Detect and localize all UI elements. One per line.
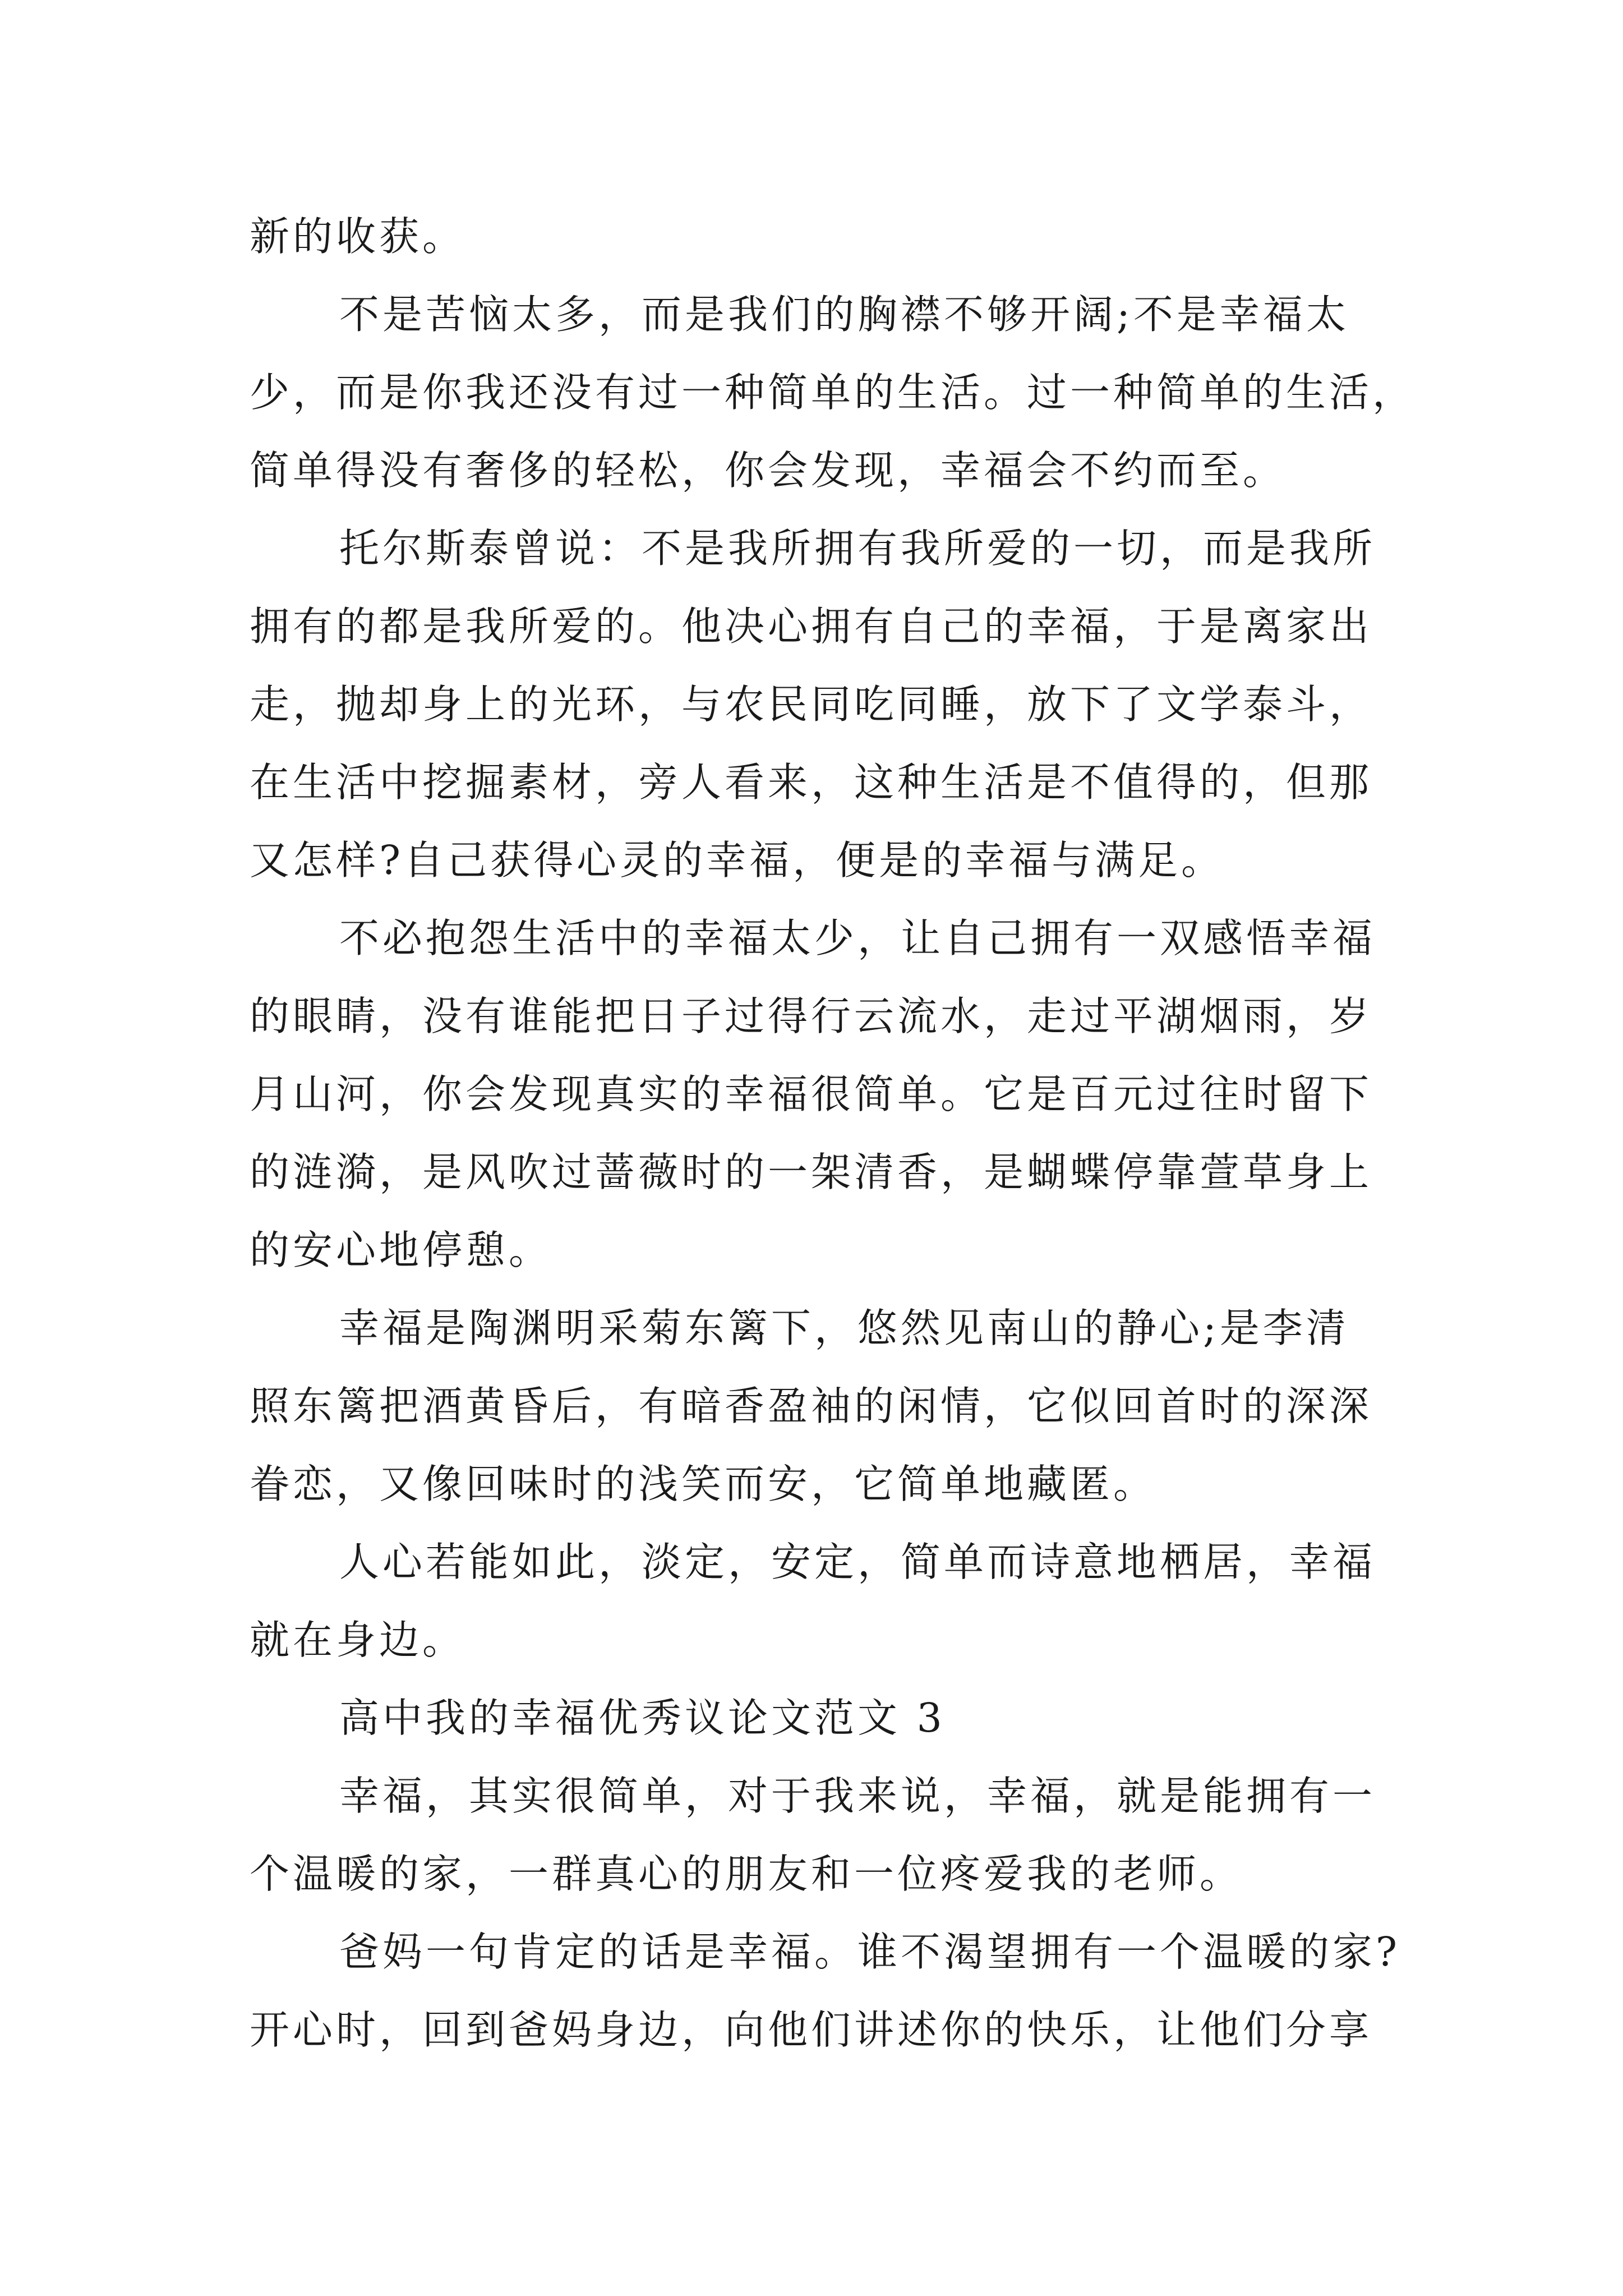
- text-line: 眷恋，又像回味时的浅笑而安，它简单地藏匿。: [250, 1461, 1157, 1507]
- section-heading: 高中我的幸福优秀议论文范文 3: [339, 1695, 946, 1741]
- text-line: 就在身边。: [250, 1617, 466, 1663]
- text-line: 在生活中挖掘素材，旁人看来，这种生活是不值得的，但那: [250, 759, 1373, 806]
- text-line: 托尔斯泰曾说：不是我所拥有我所爱的一切，而是我所: [339, 525, 1376, 572]
- text-line: 爸妈一句肯定的话是幸福。谁不渴望拥有一个温暖的家?: [339, 1929, 1401, 1975]
- text-line: 走，抛却身上的光环，与农民同吃同睡，放下了文学泰斗，: [250, 681, 1373, 728]
- text-line: 简单得没有奢侈的轻松，你会发现，幸福会不约而至。: [250, 447, 1287, 494]
- text-line: 开心时，回到爸妈身边，向他们讲述你的快乐，让他们分享: [250, 2007, 1373, 2053]
- text-line: 又怎样?自己获得心灵的幸福，便是的幸福与满足。: [250, 837, 1225, 884]
- text-line: 不必抱怨生活中的幸福太少，让自己拥有一双感悟幸福: [339, 915, 1376, 961]
- text-line: 幸福，其实很简单，对于我来说，幸福，就是能拥有一: [339, 1773, 1376, 1819]
- text-line: 个温暖的家，一群真心的朋友和一位疼爱我的老师。: [250, 1851, 1243, 1897]
- text-line: 人心若能如此，淡定，安定，简单而诗意地栖居，幸福: [339, 1539, 1376, 1585]
- text-line: 拥有的都是我所爱的。他决心拥有自己的幸福，于是离家出: [250, 603, 1373, 650]
- text-line: 的眼睛，没有谁能把日子过得行云流水，走过平湖烟雨，岁: [250, 993, 1373, 1039]
- text-line: 的涟漪，是风吹过蔷薇时的一架清香，是蝴蝶停靠萱草身上: [250, 1149, 1373, 1195]
- text-line: 不是苦恼太多，而是我们的胸襟不够开阔;不是幸福太: [339, 291, 1349, 338]
- text-line: 的安心地停憩。: [250, 1227, 552, 1273]
- text-line: 月山河，你会发现真实的幸福很简单。它是百元过往时留下: [250, 1071, 1373, 1117]
- text-line: 照东篱把酒黄昏后，有暗香盈袖的闲情，它似回首时的深深: [250, 1383, 1373, 1429]
- document-body: [250, 197, 1416, 2069]
- text-line: 少，而是你我还没有过一种简单的生活。过一种简单的生活，: [250, 369, 1416, 416]
- text-line: 幸福是陶渊明采菊东篱下，悠然见南山的静心;是李清: [339, 1305, 1349, 1351]
- text-line: 新的收获。: [250, 213, 466, 260]
